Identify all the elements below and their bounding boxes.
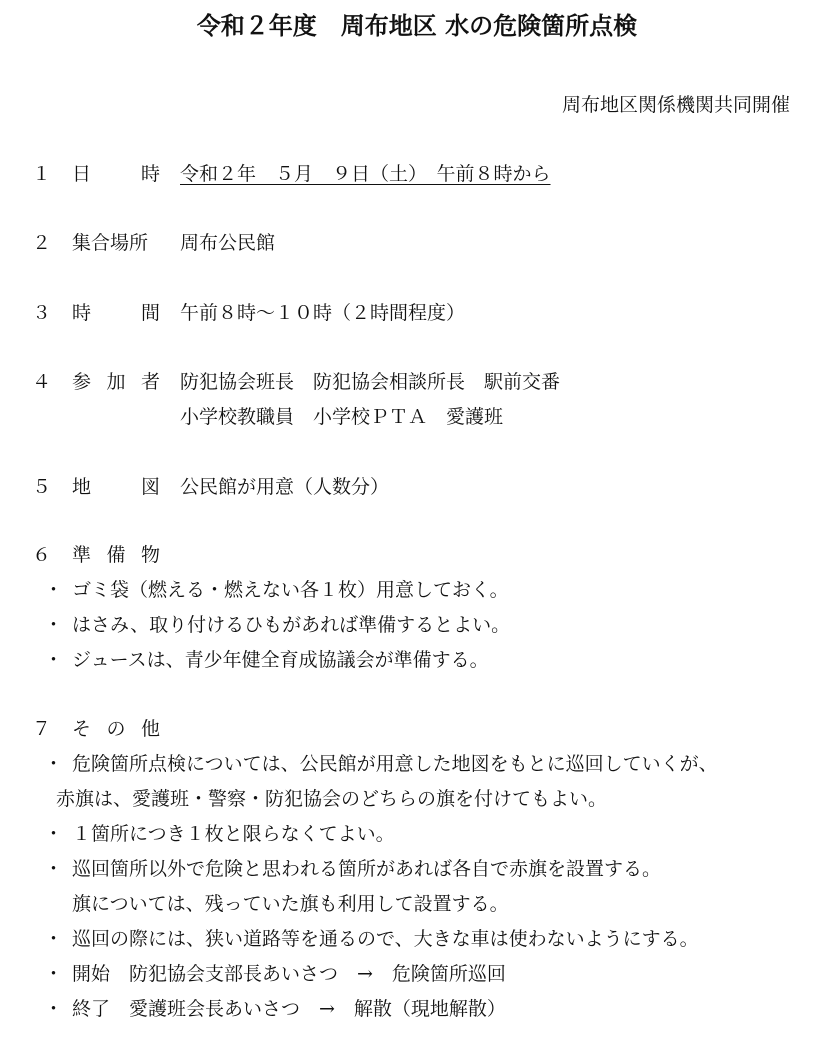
label-char: 者 bbox=[140, 371, 160, 393]
preparation-item: ジュースは、青少年健全育成協議会が準備する。 bbox=[72, 649, 489, 671]
section-number: ４ bbox=[32, 371, 52, 393]
label-char: 時 bbox=[140, 163, 160, 185]
bullet: ・ bbox=[44, 928, 64, 950]
participants-line-2: 小学校教職員 小学校ＰＴＡ 愛護班 bbox=[180, 406, 504, 428]
section-label-meeting-place bbox=[72, 234, 160, 253]
other-item: 巡回の際には、狭い道路等を通るので、大きな車は使わないようにする。 bbox=[72, 928, 699, 950]
section-number: ６ bbox=[32, 544, 52, 566]
map-value: 公民館が用意（人数分） bbox=[180, 476, 390, 498]
section-label-time bbox=[72, 304, 160, 323]
label-char: 間 bbox=[140, 302, 160, 324]
other-item: 危険箇所点検については、公民館が用意した地図をもとに巡回していくが、 bbox=[72, 753, 718, 775]
section-label-participants bbox=[72, 373, 160, 392]
label-char: 参 bbox=[72, 371, 92, 393]
section-number: ３ bbox=[32, 302, 52, 324]
label-char: 集合場所 bbox=[72, 232, 149, 254]
bullet: ・ bbox=[44, 753, 64, 775]
bullet: ・ bbox=[44, 614, 64, 636]
time-value: 午前８時～１０時（２時間程度） bbox=[180, 302, 466, 324]
section-number: １ bbox=[32, 163, 52, 185]
section-label-map bbox=[72, 478, 160, 497]
label-char: の bbox=[106, 718, 126, 740]
preparation-item: はさみ、取り付けるひもがあれば準備するとよい。 bbox=[72, 614, 511, 636]
bullet: ・ bbox=[44, 998, 64, 1020]
label-char: 物 bbox=[140, 544, 160, 566]
participants-line-1: 防犯協会班長 防犯協会相談所長 駅前交番 bbox=[180, 371, 561, 393]
label-char: 準 bbox=[72, 544, 92, 566]
other-item: 巡回箇所以外で危険と思われる箇所があれば各自で赤旗を設置する。 bbox=[72, 858, 662, 880]
section-number: ２ bbox=[32, 232, 52, 254]
date-value: 令和２年 ５月 ９日（土） 午前８時から bbox=[180, 163, 551, 185]
other-item: １箇所につき１枚と限らなくてよい。 bbox=[72, 823, 395, 845]
label-char: 図 bbox=[140, 476, 160, 498]
section-number: ５ bbox=[32, 476, 52, 498]
label-char: 地 bbox=[72, 476, 92, 498]
section-label-date bbox=[72, 165, 160, 184]
other-item: 終了 愛護班会長あいさつ → 解散（現地解散） bbox=[72, 998, 506, 1020]
section-label-other bbox=[72, 720, 160, 739]
section-label-preparations bbox=[72, 546, 160, 565]
label-char: 日 bbox=[72, 163, 92, 185]
bullet: ・ bbox=[44, 649, 64, 671]
label-char: そ bbox=[72, 718, 92, 740]
other-item: 開始 防犯協会支部長あいさつ → 危険箇所巡回 bbox=[72, 963, 506, 985]
label-char: 備 bbox=[106, 544, 126, 566]
bullet: ・ bbox=[44, 579, 64, 601]
meeting-place-value: 周布公民館 bbox=[180, 232, 276, 254]
other-item-continuation: 旗については、残っていた旗も利用して設置する。 bbox=[72, 893, 509, 915]
label-char: 加 bbox=[106, 371, 126, 393]
other-item-continuation: 赤旗は、愛護班・警察・防犯協会のどちらの旗を付けてもよい。 bbox=[56, 788, 608, 810]
bullet: ・ bbox=[44, 858, 64, 880]
page-title: 令和２年度 周布地区 水の危険箇所点検 bbox=[196, 12, 638, 40]
section-number: ７ bbox=[32, 718, 52, 740]
organizer: 周布地区関係機関共同開催 bbox=[561, 94, 790, 116]
label-char: 他 bbox=[140, 718, 160, 740]
bullet: ・ bbox=[44, 823, 64, 845]
label-char: 時 bbox=[72, 302, 92, 324]
preparation-item: ゴミ袋（燃える・燃えない各１枚）用意しておく。 bbox=[72, 579, 509, 601]
bullet: ・ bbox=[44, 963, 64, 985]
